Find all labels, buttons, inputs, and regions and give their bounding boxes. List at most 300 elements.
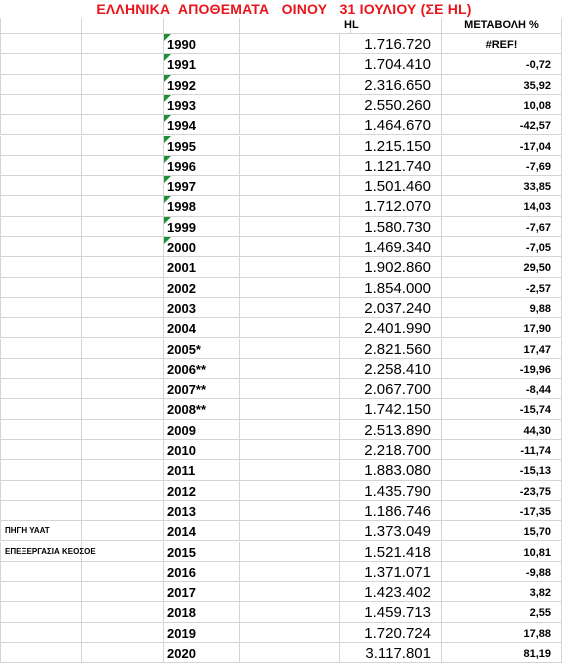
empty-cell[interactable]: [240, 460, 340, 480]
empty-cell[interactable]: [240, 623, 340, 643]
change-cell[interactable]: [442, 501, 562, 521]
year-value: 2003: [167, 300, 196, 316]
empty-cell[interactable]: [240, 501, 340, 521]
empty-cell[interactable]: [240, 643, 340, 663]
hl-cell[interactable]: [340, 196, 442, 216]
note-cell[interactable]: [0, 602, 82, 622]
change-cell[interactable]: [442, 95, 562, 115]
table-row: [0, 75, 568, 95]
table-row: [0, 582, 568, 602]
change-value: -17,35: [519, 505, 551, 518]
hl-cell[interactable]: [340, 521, 442, 541]
change-value: 17,88: [523, 627, 551, 640]
empty-cell[interactable]: [82, 257, 164, 277]
year-cell[interactable]: [164, 582, 240, 602]
empty-cell[interactable]: [82, 318, 164, 338]
note-cell[interactable]: [0, 237, 82, 257]
cell-marker-icon: [164, 75, 171, 82]
cell-marker-icon: [164, 136, 171, 143]
empty-cell[interactable]: [82, 562, 164, 582]
year-cell[interactable]: [164, 136, 240, 156]
empty-cell[interactable]: [240, 481, 340, 501]
hl-cell[interactable]: [340, 136, 442, 156]
table-row: [0, 34, 568, 54]
note-cell[interactable]: [0, 54, 82, 74]
table-row: [0, 339, 568, 359]
hl-cell[interactable]: [340, 278, 442, 298]
note-cell[interactable]: [0, 420, 82, 440]
table-row: [0, 176, 568, 196]
hl-cell[interactable]: [340, 379, 442, 399]
year-cell[interactable]: [164, 562, 240, 582]
empty-cell[interactable]: [240, 379, 340, 399]
year-value: 2000: [167, 240, 196, 255]
hl-cell[interactable]: [340, 298, 442, 318]
hl-cell[interactable]: [340, 34, 442, 54]
change-value: -2,57: [525, 282, 551, 295]
year-value: 2001: [167, 260, 196, 276]
year-value: 2015: [167, 544, 196, 560]
note-cell[interactable]: [0, 521, 82, 541]
change-cell[interactable]: [442, 602, 562, 622]
empty-cell[interactable]: [240, 399, 340, 419]
change-cell[interactable]: [442, 379, 562, 399]
empty-cell[interactable]: [82, 237, 164, 257]
cell-marker-icon: [164, 95, 171, 102]
empty-cell[interactable]: [82, 339, 164, 359]
year-value: 2002: [167, 280, 196, 296]
note-cell[interactable]: [0, 95, 82, 115]
cell-marker-icon: [164, 115, 171, 122]
hl-cell[interactable]: [340, 602, 442, 622]
note-cell[interactable]: [0, 399, 82, 419]
empty-cell[interactable]: [82, 176, 164, 196]
hl-cell[interactable]: [340, 623, 442, 643]
change-cell[interactable]: [442, 115, 562, 135]
empty-cell[interactable]: [240, 318, 340, 338]
year-value: 2009: [167, 422, 196, 438]
empty-cell[interactable]: [82, 399, 164, 419]
empty-cell[interactable]: [240, 156, 340, 176]
year-value: 2006**: [167, 361, 207, 377]
year-cell[interactable]: [164, 399, 240, 419]
year-cell[interactable]: [164, 95, 240, 115]
change-cell[interactable]: [442, 196, 562, 216]
change-value: 81,19: [523, 648, 551, 660]
year-cell[interactable]: [164, 501, 240, 521]
hl-cell[interactable]: [340, 237, 442, 257]
cell-marker-icon: [164, 217, 171, 224]
empty-cell[interactable]: [82, 156, 164, 176]
year-cell[interactable]: [164, 34, 240, 54]
note-cell[interactable]: [0, 196, 82, 216]
empty-cell[interactable]: [82, 379, 164, 399]
change-cell[interactable]: [442, 217, 562, 237]
change-cell[interactable]: [442, 318, 562, 338]
hl-value: 1.464.670: [364, 117, 431, 135]
empty-cell[interactable]: [82, 196, 164, 216]
empty-cell[interactable]: [240, 542, 340, 562]
hl-value: 1.854.000: [364, 279, 431, 297]
empty-cell[interactable]: [240, 257, 340, 277]
year-cell[interactable]: [164, 298, 240, 318]
change-value: 9,88: [529, 302, 551, 315]
table-row: [0, 440, 568, 460]
change-cell[interactable]: [442, 399, 562, 419]
empty-cell[interactable]: [82, 54, 164, 74]
year-value: 1992: [167, 77, 196, 93]
change-value: 2,55: [529, 607, 551, 620]
table-row: [0, 298, 568, 318]
table-row: [0, 217, 568, 237]
year-value: 2017: [167, 585, 196, 601]
empty-cell[interactable]: [82, 217, 164, 237]
change-value: 10,08: [523, 99, 551, 112]
empty-cell[interactable]: [240, 237, 340, 257]
hl-value: 1.720.724: [364, 624, 431, 642]
table-row: [0, 136, 568, 156]
hl-value: 1.501.460: [364, 178, 431, 196]
change-column-header: ΜΕΤΑΒΟΛΗ %: [464, 19, 539, 31]
empty-cell[interactable]: [240, 298, 340, 318]
change-cell[interactable]: [442, 339, 562, 359]
year-value: 2011: [167, 463, 196, 479]
hl-value: 1.902.860: [364, 259, 431, 277]
hl-value: 3.117.801: [365, 645, 431, 662]
change-value: -15,74: [519, 404, 551, 417]
hl-cell[interactable]: [340, 440, 442, 460]
empty-cell[interactable]: [240, 136, 340, 156]
cell-marker-icon: [164, 176, 171, 183]
note-cell[interactable]: [0, 562, 82, 582]
change-value: 35,92: [523, 79, 551, 92]
change-value: 17,47: [523, 343, 551, 356]
empty-cell[interactable]: [82, 420, 164, 440]
cell-marker-icon: [164, 54, 171, 61]
note-cell[interactable]: [0, 542, 96, 562]
empty-cell[interactable]: [240, 339, 340, 359]
change-cell[interactable]: [442, 481, 562, 501]
hl-cell[interactable]: [340, 156, 442, 176]
change-cell[interactable]: [442, 34, 562, 54]
change-cell[interactable]: [442, 643, 562, 663]
year-cell[interactable]: [164, 217, 240, 237]
table-row: [0, 481, 568, 501]
table-row: [0, 196, 568, 216]
empty-cell[interactable]: [82, 481, 164, 501]
hl-column-header: HL: [344, 19, 359, 31]
hl-cell[interactable]: [340, 399, 442, 419]
year-cell[interactable]: [164, 318, 240, 338]
year-value: 2014: [167, 524, 196, 540]
empty-cell[interactable]: [240, 582, 340, 602]
source-note: ΠΗΓΗ ΥΑΑΤ: [5, 526, 50, 536]
change-value: -0,72: [525, 59, 551, 72]
note-cell[interactable]: [0, 278, 82, 298]
year-value: 2012: [167, 483, 196, 499]
note-cell[interactable]: [0, 582, 82, 602]
hl-cell[interactable]: [340, 359, 442, 379]
change-value: -19,96: [519, 363, 551, 376]
empty-cell[interactable]: [240, 562, 340, 582]
note-cell[interactable]: [0, 623, 82, 643]
year-value: 2010: [167, 443, 196, 458]
change-cell[interactable]: [442, 542, 562, 562]
note-cell[interactable]: [0, 217, 82, 237]
hl-value: 2.218.700: [364, 442, 431, 459]
hl-value: 1.373.049: [364, 523, 431, 541]
change-cell[interactable]: [442, 156, 562, 176]
hl-value: 1.704.410: [364, 56, 431, 74]
change-cell[interactable]: [442, 582, 562, 602]
empty-cell[interactable]: [82, 501, 164, 521]
year-cell[interactable]: [164, 643, 240, 663]
header-cell[interactable]: [340, 18, 442, 34]
empty-cell[interactable]: [82, 95, 164, 115]
empty-cell[interactable]: [82, 602, 164, 622]
table-row: [0, 460, 568, 480]
year-cell[interactable]: [164, 521, 240, 541]
hl-cell[interactable]: [340, 176, 442, 196]
table-row: [0, 602, 568, 622]
hl-cell[interactable]: [340, 481, 442, 501]
empty-cell[interactable]: [240, 440, 340, 460]
empty-cell[interactable]: [82, 460, 164, 480]
note-cell[interactable]: [0, 643, 82, 663]
year-value: 1997: [167, 179, 196, 195]
table-row: [0, 257, 568, 277]
change-cell[interactable]: [442, 176, 562, 196]
hl-cell[interactable]: [340, 95, 442, 115]
empty-cell[interactable]: [82, 623, 164, 643]
empty-cell[interactable]: [82, 440, 164, 460]
change-cell[interactable]: [442, 440, 562, 460]
hl-value: 1.186.746: [364, 502, 431, 520]
hl-value: 1.469.340: [364, 239, 431, 256]
table-row: [0, 54, 568, 74]
change-value: -8,44: [525, 384, 551, 397]
empty-cell[interactable]: [240, 217, 340, 237]
change-value: 3,82: [529, 587, 551, 600]
year-cell[interactable]: [164, 237, 240, 257]
year-cell[interactable]: [164, 115, 240, 135]
change-value: -7,67: [525, 221, 551, 234]
year-cell[interactable]: [164, 156, 240, 176]
hl-value: 1.580.730: [364, 218, 431, 236]
empty-cell[interactable]: [240, 521, 340, 541]
hl-cell[interactable]: [340, 643, 442, 663]
table-row: [0, 318, 568, 338]
note-cell[interactable]: [0, 136, 82, 156]
note-cell[interactable]: [0, 501, 82, 521]
change-cell[interactable]: [442, 278, 562, 298]
year-value: 2008**: [167, 402, 207, 418]
empty-cell[interactable]: [82, 643, 164, 663]
table-row: [0, 542, 568, 562]
change-cell[interactable]: [442, 623, 562, 643]
empty-cell[interactable]: [82, 136, 164, 156]
year-value: 1993: [167, 97, 196, 113]
note-cell[interactable]: [0, 481, 82, 501]
year-cell[interactable]: [164, 257, 240, 277]
change-value: 10,81: [523, 546, 551, 559]
cell-marker-icon: [164, 196, 171, 203]
empty-cell[interactable]: [240, 75, 340, 95]
table-row: [0, 501, 568, 521]
header-cell[interactable]: [82, 18, 164, 34]
hl-value: 2.821.560: [364, 340, 431, 358]
hl-cell[interactable]: [340, 582, 442, 602]
empty-cell[interactable]: [240, 54, 340, 74]
year-cell[interactable]: [164, 542, 240, 562]
empty-cell[interactable]: [82, 278, 164, 298]
note-cell[interactable]: [0, 379, 82, 399]
change-value: -7,69: [525, 160, 551, 173]
header-cell[interactable]: [0, 18, 82, 34]
empty-cell[interactable]: [82, 542, 164, 562]
hl-value: 2.316.650: [364, 76, 431, 94]
year-cell[interactable]: [164, 481, 240, 501]
note-cell[interactable]: [0, 156, 82, 176]
note-cell[interactable]: [0, 359, 82, 379]
hl-value: 2.067.700: [364, 381, 431, 399]
year-cell[interactable]: [164, 75, 240, 95]
note-cell[interactable]: [0, 339, 82, 359]
year-cell[interactable]: [164, 623, 240, 643]
empty-cell[interactable]: [240, 176, 340, 196]
note-cell[interactable]: [0, 176, 82, 196]
empty-cell[interactable]: [82, 34, 164, 54]
change-value: 33,85: [523, 181, 551, 194]
change-cell[interactable]: [442, 298, 562, 318]
hl-value: 1.521.418: [364, 543, 431, 561]
hl-cell[interactable]: [340, 257, 442, 277]
table-row: [0, 420, 568, 440]
table-row: [0, 156, 568, 176]
year-value: 2020: [167, 646, 196, 661]
year-cell[interactable]: [164, 602, 240, 622]
table-row: [0, 623, 568, 643]
change-value: -23,75: [519, 485, 551, 498]
change-value: 17,90: [523, 323, 551, 336]
year-cell[interactable]: [164, 460, 240, 480]
table-row: [0, 521, 568, 541]
note-cell[interactable]: [0, 460, 82, 480]
hl-cell[interactable]: [340, 339, 442, 359]
note-cell[interactable]: [0, 440, 82, 460]
empty-cell[interactable]: [240, 420, 340, 440]
note-cell[interactable]: [0, 115, 82, 135]
change-cell[interactable]: [442, 75, 562, 95]
year-cell[interactable]: [164, 196, 240, 216]
empty-cell[interactable]: [82, 521, 164, 541]
hl-cell[interactable]: [340, 501, 442, 521]
change-cell[interactable]: [442, 136, 562, 156]
note-cell[interactable]: [0, 318, 82, 338]
change-cell[interactable]: [442, 460, 562, 480]
year-cell[interactable]: [164, 359, 240, 379]
change-cell[interactable]: [442, 54, 562, 74]
empty-cell[interactable]: [240, 359, 340, 379]
change-value: -9,88: [525, 566, 551, 579]
year-value: 2019: [167, 625, 196, 641]
hl-cell[interactable]: [340, 318, 442, 338]
year-value: 1999: [167, 219, 196, 235]
header-cell[interactable]: [240, 18, 351, 34]
year-value: 1994: [167, 118, 196, 134]
change-cell[interactable]: [442, 237, 562, 257]
hl-value: 2.513.890: [364, 421, 431, 439]
change-cell[interactable]: [442, 257, 562, 277]
processing-note: ΕΠΕΞΕΡΓΑΣΙΑ ΚΕΟΣΟΕ: [5, 546, 96, 556]
table-row: [0, 399, 568, 419]
change-value: -15,13: [519, 465, 551, 478]
year-value: 1991: [167, 57, 196, 73]
hl-cell[interactable]: [340, 420, 442, 440]
year-value: 1990: [167, 37, 196, 52]
note-cell[interactable]: [0, 75, 82, 95]
header-cell[interactable]: [164, 18, 240, 34]
empty-cell[interactable]: [82, 298, 164, 318]
hl-value: 2.037.240: [364, 299, 431, 317]
year-cell[interactable]: [164, 176, 240, 196]
empty-cell[interactable]: [240, 602, 340, 622]
table-row: [0, 379, 568, 399]
empty-cell[interactable]: [82, 359, 164, 379]
year-cell[interactable]: [164, 339, 240, 359]
empty-cell[interactable]: [82, 75, 164, 95]
change-value: -11,74: [520, 445, 551, 457]
hl-cell[interactable]: [340, 460, 442, 480]
hl-value: 1.712.070: [364, 198, 431, 216]
hl-value: 1.459.713: [364, 604, 431, 622]
header-cell[interactable]: [442, 18, 562, 34]
hl-cell[interactable]: [340, 217, 442, 237]
change-cell[interactable]: [442, 521, 562, 541]
empty-cell[interactable]: [240, 278, 340, 298]
header-row: [0, 18, 568, 34]
hl-cell[interactable]: [340, 54, 442, 74]
empty-cell[interactable]: [240, 115, 340, 135]
empty-cell[interactable]: [240, 95, 340, 115]
hl-cell[interactable]: [340, 75, 442, 95]
note-cell[interactable]: [0, 257, 82, 277]
empty-cell[interactable]: [82, 115, 164, 135]
year-cell[interactable]: [164, 420, 240, 440]
change-cell[interactable]: [442, 420, 562, 440]
year-value: 2013: [167, 503, 196, 519]
hl-value: 1.121.740: [364, 157, 431, 175]
hl-cell[interactable]: [340, 562, 442, 582]
year-value: 2005*: [167, 341, 201, 357]
change-cell[interactable]: [442, 562, 562, 582]
empty-cell[interactable]: [82, 582, 164, 602]
year-cell[interactable]: [164, 278, 240, 298]
year-cell[interactable]: [164, 54, 240, 74]
table-row: [0, 278, 568, 298]
year-cell[interactable]: [164, 440, 240, 460]
hl-cell[interactable]: [340, 115, 442, 135]
change-value: -17,04: [519, 140, 551, 153]
note-cell[interactable]: [0, 298, 82, 318]
hl-cell[interactable]: [340, 542, 442, 562]
change-cell[interactable]: [442, 359, 562, 379]
empty-cell[interactable]: [240, 196, 340, 216]
note-cell[interactable]: [0, 34, 82, 54]
empty-cell[interactable]: [240, 34, 340, 54]
change-value: -42,57: [519, 120, 551, 133]
year-cell[interactable]: [164, 379, 240, 399]
